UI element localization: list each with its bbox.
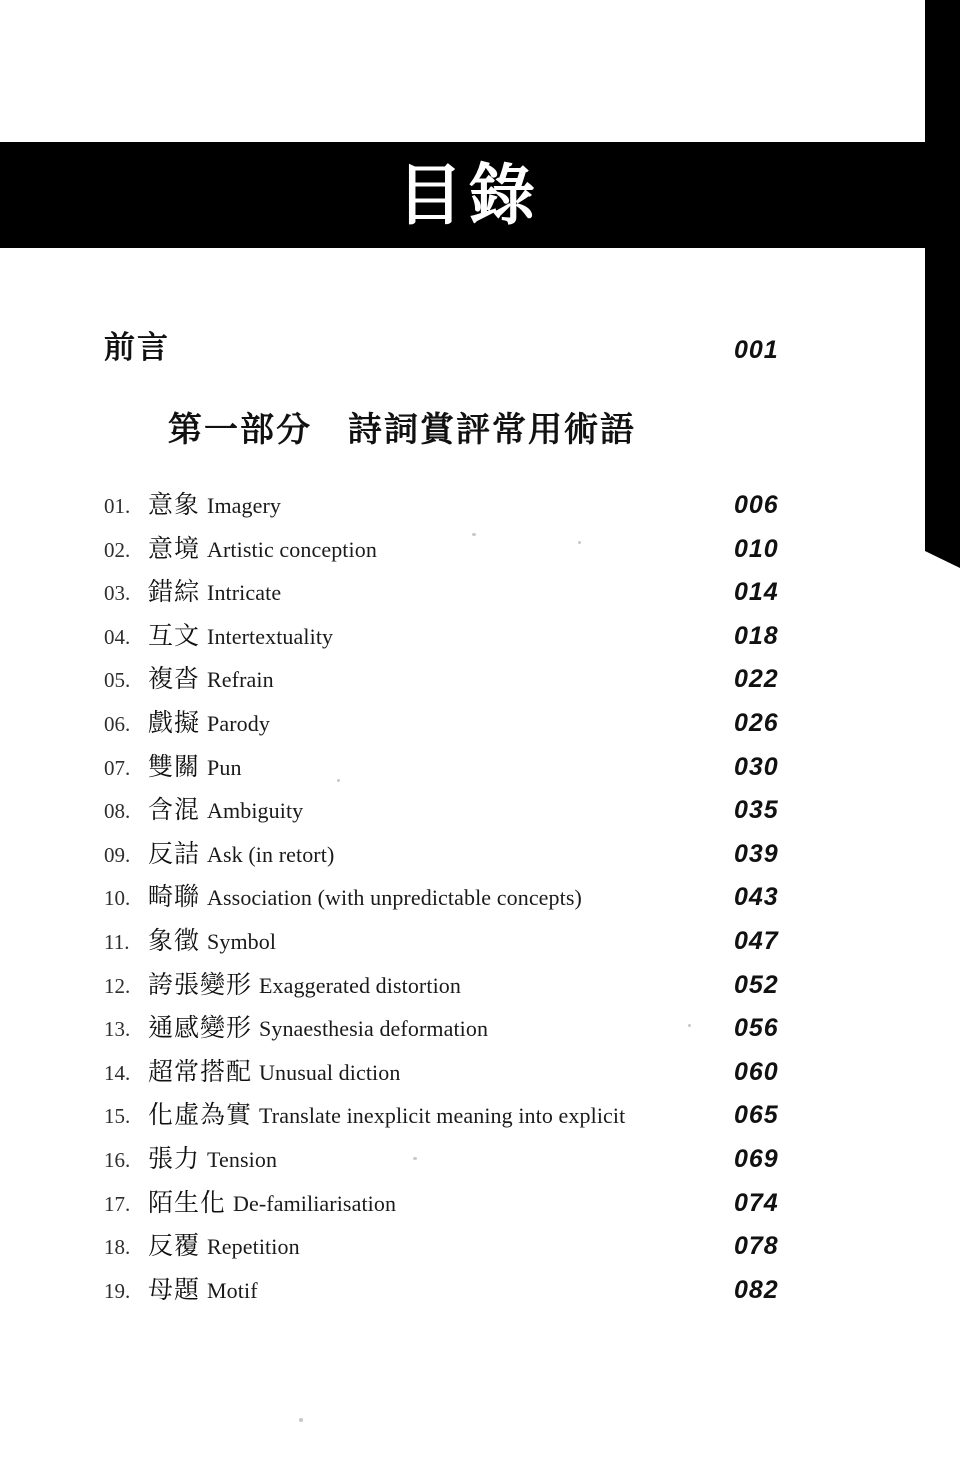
toc-entry-term-en: De-familiarisation [233, 1190, 397, 1216]
part-heading: 第一部分 詩詞賞評常用術語 [168, 411, 636, 449]
preface-label: 前言 [104, 330, 170, 365]
toc-entry-page-number: 047 [734, 926, 779, 955]
toc-entry-number: 16. [104, 1147, 131, 1172]
toc-entry-term-en: Ask (in retort) [207, 841, 335, 867]
toc-entry-number: 09. [104, 842, 131, 867]
toc-row[interactable] [104, 965, 816, 1009]
toc-entry-term-en: Parody [207, 710, 270, 736]
toc-entry-term-en: Synaesthesia deformation [259, 1016, 489, 1042]
preface-page-number: 001 [734, 336, 779, 364]
toc-entry-term-en: Intricate [207, 580, 282, 606]
right-edge-decoration-bar [925, 0, 960, 568]
toc-entry-term-cn: 錯綜 [148, 579, 201, 607]
toc-entry-term-en: Association (with unpredictable concepts) [207, 885, 582, 911]
toc-entry-term-en: Pun [207, 754, 242, 780]
toc-entry-term-en: Ambiguity [207, 798, 304, 824]
toc-row[interactable] [104, 834, 816, 878]
toc-entry-term-en: Artistic conception [207, 536, 377, 562]
toc-row[interactable] [104, 1226, 816, 1270]
scan-speck [299, 1418, 303, 1422]
scan-speck [688, 1024, 691, 1027]
toc-row[interactable] [104, 529, 816, 573]
toc-row[interactable] [104, 921, 816, 965]
toc-entry-number: 11. [104, 929, 130, 954]
toc-entry-page-number: 035 [734, 796, 779, 825]
toc-row[interactable] [104, 485, 816, 529]
toc-entry-page-number: 082 [734, 1275, 779, 1304]
toc-entry-number: 14. [104, 1060, 131, 1085]
toc-entry-term-cn: 意象 [148, 492, 201, 519]
toc-entry-number: 15. [104, 1104, 131, 1129]
toc-entry-term-cn: 戲擬 [148, 709, 201, 737]
toc-row[interactable] [104, 877, 816, 921]
toc-entry-term-cn: 母題 [148, 1276, 201, 1304]
toc-entry-page-number: 078 [734, 1232, 779, 1261]
scan-speck [413, 1157, 417, 1160]
toc-entry-number: 08. [104, 799, 131, 824]
toc-row[interactable] [104, 1095, 816, 1139]
page-title: 目錄 [397, 158, 541, 232]
toc-entry-term-en: Unusual diction [259, 1059, 401, 1085]
preface-row[interactable] [104, 322, 816, 378]
toc-entry-term-en: Refrain [207, 667, 274, 693]
toc-entry-page-number: 039 [734, 839, 779, 868]
toc-entry-term-en: Exaggerated distortion [259, 972, 461, 998]
toc-row[interactable] [104, 747, 816, 791]
toc-entry-number: 04. [104, 624, 131, 649]
toc-entry-term-cn: 畸聯 [148, 884, 201, 912]
toc-entry-term-cn: 反詰 [148, 840, 201, 868]
toc-entry-number: 12. [104, 973, 131, 998]
toc-entry-number: 13. [104, 1017, 131, 1042]
toc-entry-number: 03. [104, 581, 131, 606]
toc-row[interactable] [104, 1139, 816, 1183]
toc-row[interactable] [104, 703, 816, 747]
toc-entry-term-cn: 陌生化 [148, 1189, 227, 1217]
toc-row[interactable] [104, 1052, 816, 1096]
toc-row[interactable] [104, 572, 816, 616]
toc-entry-number: 01. [104, 494, 131, 518]
toc-entry-page-number: 006 [734, 491, 779, 519]
toc-entry-term-en: Translate inexplicit meaning into explicit [259, 1103, 626, 1129]
toc-entry-page-number: 030 [734, 752, 779, 781]
toc-entry-term-en: Motif [207, 1277, 258, 1303]
toc-row[interactable] [104, 616, 816, 660]
toc-entry-page-number: 060 [734, 1057, 779, 1086]
toc-row[interactable] [104, 1270, 816, 1314]
toc-content [104, 322, 816, 1313]
toc-entry-term-en: Symbol [207, 928, 277, 954]
toc-entry-term-cn: 超常搭配 [148, 1058, 253, 1086]
toc-entry-term-cn: 誇張變形 [148, 971, 253, 999]
toc-entry-term-cn: 通感變形 [148, 1015, 253, 1043]
toc-entry-number: 07. [104, 755, 131, 780]
toc-entry-term-cn: 雙關 [148, 753, 201, 781]
toc-row[interactable] [104, 1008, 816, 1052]
toc-entry-number: 18. [104, 1235, 131, 1260]
toc-entry-page-number: 022 [734, 665, 779, 694]
toc-row[interactable] [104, 790, 816, 834]
toc-entry-term-cn: 複沓 [148, 666, 201, 694]
toc-entry-number: 02. [104, 537, 131, 562]
toc-entry-page-number: 052 [734, 970, 779, 999]
toc-entry-term-cn: 互文 [148, 622, 201, 650]
scan-speck [578, 541, 581, 544]
toc-row[interactable] [104, 659, 816, 703]
toc-entry-page-number: 074 [734, 1188, 779, 1217]
toc-entry-term-cn: 意境 [148, 535, 201, 563]
toc-entry-term-en: Imagery [207, 493, 282, 518]
toc-entry-page-number: 065 [734, 1101, 779, 1130]
toc-entry-page-number: 069 [734, 1144, 779, 1173]
toc-entry-term-cn: 張力 [148, 1145, 201, 1173]
toc-entry-term-cn: 象徵 [148, 927, 201, 955]
toc-entry-number: 19. [104, 1278, 131, 1303]
toc-entry-list [104, 485, 816, 1313]
toc-entry-number: 17. [104, 1191, 131, 1216]
scan-speck [472, 533, 476, 536]
toc-entry-number: 05. [104, 668, 131, 693]
toc-entry-page-number: 014 [734, 578, 779, 607]
toc-entry-page-number: 043 [734, 883, 779, 912]
toc-entry-page-number: 018 [734, 621, 779, 650]
toc-entry-number: 10. [104, 886, 131, 911]
toc-entry-term-cn: 含混 [148, 797, 201, 825]
toc-entry-page-number: 056 [734, 1014, 779, 1043]
toc-entry-term-en: Repetition [207, 1234, 300, 1260]
toc-entry-term-cn: 化虛為實 [148, 1102, 253, 1130]
toc-entry-page-number: 026 [734, 708, 779, 737]
toc-entry-page-number: 010 [734, 534, 779, 563]
toc-entry-number: 06. [104, 711, 131, 736]
toc-entry-term-cn: 反覆 [148, 1233, 201, 1261]
toc-row[interactable] [104, 1183, 816, 1227]
title-band [0, 142, 930, 248]
toc-entry-term-en: Tension [207, 1146, 278, 1172]
scan-speck [337, 779, 340, 782]
toc-entry-term-en: Intertextuality [207, 623, 334, 649]
